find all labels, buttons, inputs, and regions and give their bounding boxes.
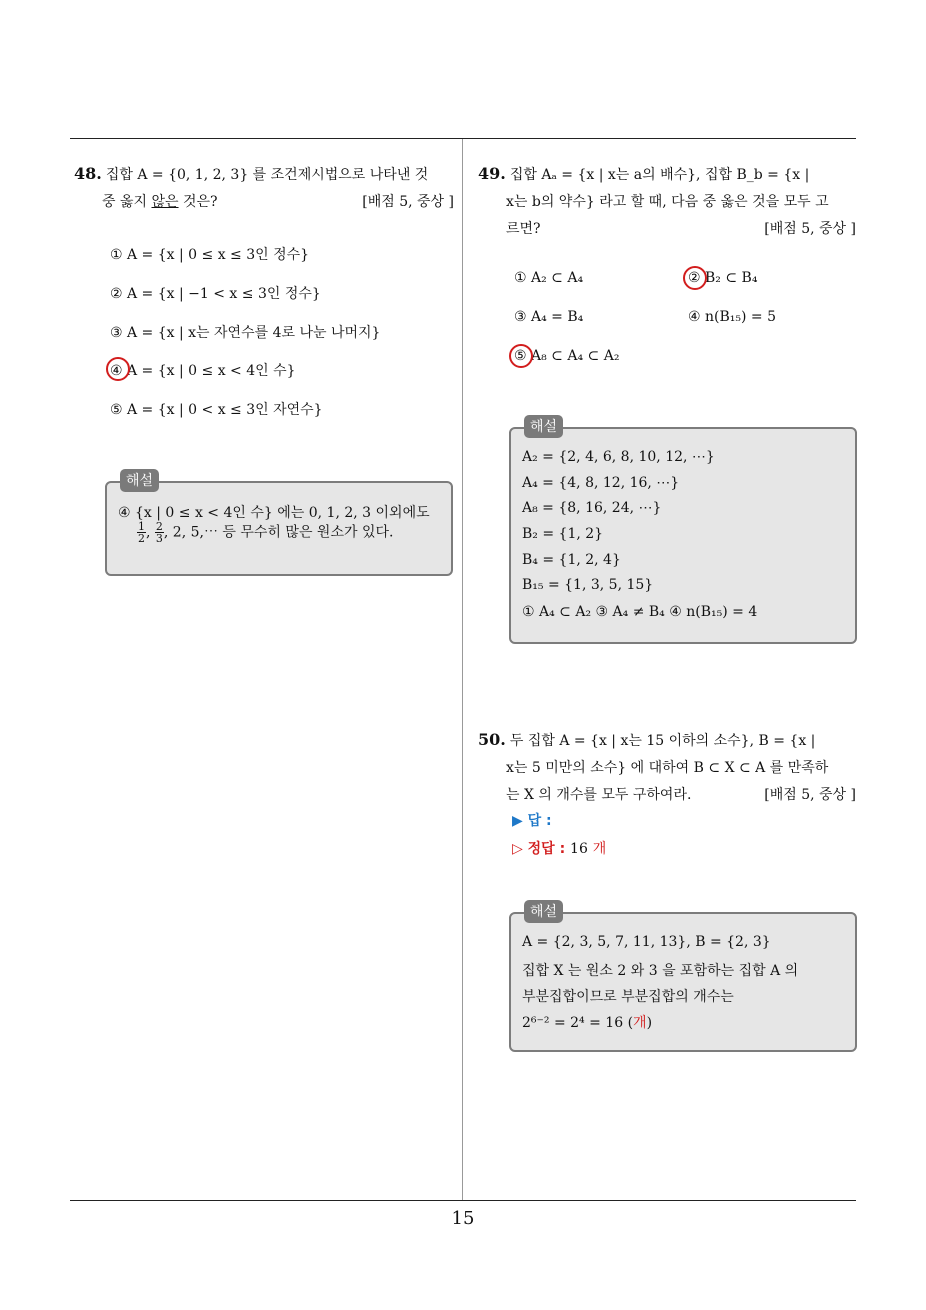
q48-choice-5[interactable]: ⑤ A = {x | 0 < x ≤ 3인 자연수} [110,402,323,418]
score-meta: [배점 5, 중상 ] [764,787,856,803]
q49-solution-line: A₂ = {2, 4, 6, 8, 10, 12, ⋯} [522,449,715,465]
answer-mark-circle [509,344,533,368]
score-meta: [배점 5, 중상 ] [362,194,454,210]
page-number: 15 [451,1208,475,1229]
answer-mark-circle [106,357,130,381]
q48-choice-4[interactable]: ④ A = {x | 0 ≤ x < 4인 수} [110,363,296,379]
fraction: $\frac{1}{2}$ [138,520,145,545]
question-48 [74,160,454,216]
q50-solution-line: A = {2, 3, 5, 7, 11, 13}, B = {2, 3} [522,934,771,950]
question-number: 49. [478,164,506,183]
question-49 [478,160,856,243]
question-48-stem: 48. 집합 A = {0, 1, 2, 3} 를 조건제시법으로 나타낸 것 중 옳지 않은 것은? [배점 5, 중상 ] [74,160,454,216]
q48-choice-2[interactable]: ② A = {x | −1 < x ≤ 3인 정수} [110,286,321,302]
q48-solution-line: ④ {x | 0 ≤ x < 4인 수} 에는 0, 1, 2, 3 이외에도 [118,505,430,521]
q49-choice-1[interactable]: ① A₂ ⊂ A₄ [514,270,584,286]
q50-solution-line: 집합 X 는 원소 2 와 3 을 포함하는 집합 A 의 [522,963,799,979]
bottom-rule [70,1200,856,1201]
q50-solution-line: 부분집합이므로 부분집합의 개수는 [522,989,734,1005]
answer-label[interactable]: ▶ 답 : [512,813,552,829]
q49-solution-line: B₁₅ = {1, 3, 5, 15} [522,577,654,593]
correct-unit: 개 [592,841,607,857]
correct-answer [512,838,606,858]
column-divider [462,139,463,1200]
question-50 [478,726,856,809]
q49-choice-2[interactable]: ② B₂ ⊂ B₄ [688,270,758,286]
solution-tag: 해설 [524,900,563,923]
question-50-stem: 50. 두 집합 A = {x | x는 15 이하의 소수}, B = {x | x는 5 미만의 소수} 에 대하여 B ⊂ X ⊂ A 를 만족하 는 X 의 개수를 모두 구하여라. [배점 5, 중상 ] [478,726,856,809]
q49-solution-line: ① A₄ ⊂ A₂ ③ A₄ ≠ B₄ ④ n(B₁₅) = 4 [522,604,758,620]
solution-tag: 해설 [524,415,563,438]
q49-choice-5[interactable]: ⑤ A₈ ⊂ A₄ ⊂ A₂ [514,348,620,364]
question-number: 48. [74,164,102,183]
q49-solution-line: A₈ = {8, 16, 24, ⋯} [522,500,662,516]
question-number: 50. [478,730,506,749]
q49-choice-3[interactable]: ③ A₄ = B₄ [514,309,584,325]
q48-solution-line: $\frac{1}{2}$ , $\frac{2}{3}$ , 2, 5,⋯ 등 무수히 많은 원소가 있다. [138,520,394,545]
correct-value: 16 [570,841,588,857]
top-rule [70,138,856,139]
q49-solution-line: A₄ = {4, 8, 12, 16, ⋯} [522,475,680,491]
q49-solution-line: B₂ = {1, 2} [522,526,604,542]
score-meta: [배점 5, 중상 ] [764,221,856,237]
solution-tag: 해설 [120,469,159,492]
q50-solution-line: 2⁶⁻² = 2⁴ = 16 (개) [522,1015,653,1031]
q49-choice-4[interactable]: ④ n(B₁₅) = 5 [688,309,776,325]
correct-label: ▷ 정답 : [512,841,566,857]
q48-choice-1[interactable]: ① A = {x | 0 ≤ x ≤ 3인 정수} [110,247,310,263]
fraction: $\frac{2}{3}$ [155,520,163,545]
q48-choice-3[interactable]: ③ A = {x | x는 자연수를 4로 나눈 나머지} [110,325,381,341]
answer-mark-circle [683,266,707,290]
question-49-stem: 49. 집합 Aₐ = {x | x는 a의 배수}, 집합 B_b = {x | x는 b의 약수} 라고 할 때, 다음 중 옳은 것을 모두 고 르면? [배점 5, 중상 ] [478,160,856,243]
q49-solution-line: B₄ = {1, 2, 4} [522,552,621,568]
